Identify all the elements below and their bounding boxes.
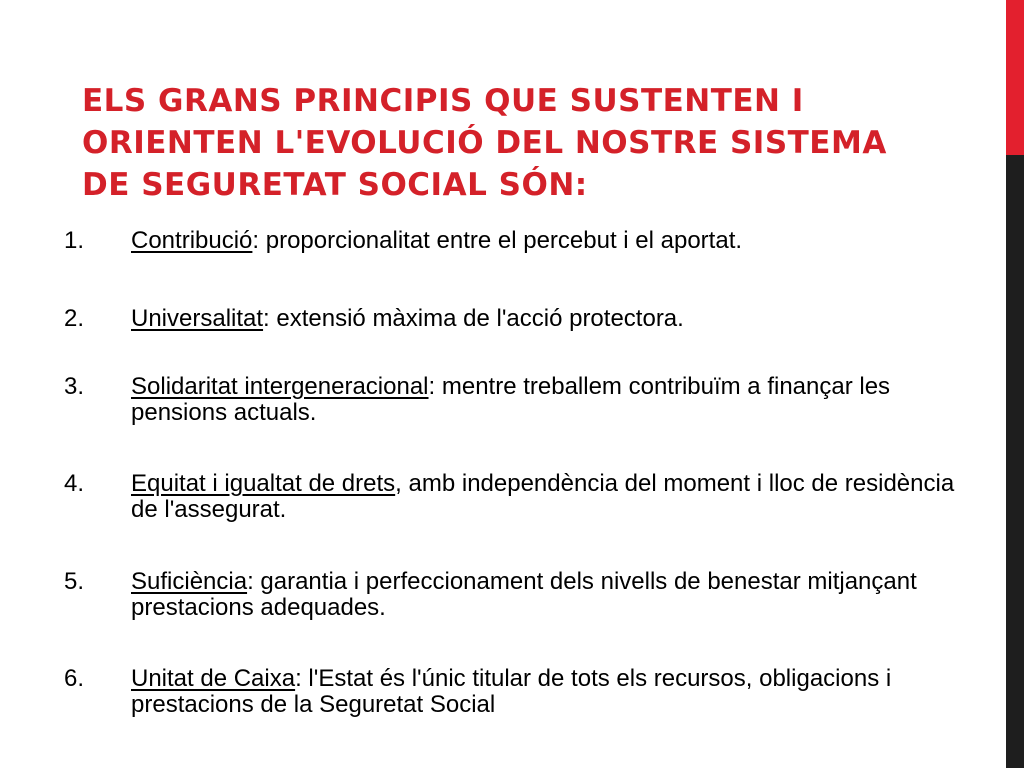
item-term: Solidaritat intergeneracional: [131, 373, 429, 400]
item-body: [131, 471, 961, 523]
item-number: 1.: [64, 227, 85, 254]
item-text: : l'Estat és l'únic titular de tots els recursos, obligacions i prestacions de la Seguretat Social: [131, 665, 892, 718]
item-body: [131, 569, 961, 621]
title-line-3: DE SEGURETAT SOCIAL SÓN:: [82, 167, 588, 203]
item-number: 6.: [64, 665, 85, 692]
item-term: Contribució: [131, 227, 253, 254]
item-body: [131, 228, 961, 254]
item-number: 3.: [64, 373, 85, 400]
item-body: [131, 374, 961, 426]
title-line-1: ELS GRANS PRINCIPIS QUE SUSTENTEN I: [82, 83, 804, 119]
accent-bar-top: [1006, 0, 1024, 155]
item-term: Unitat de Caixa: [131, 665, 296, 692]
item-number: 4.: [64, 470, 85, 497]
item-text: , amb independència del moment i lloc de residència de l'assegurat.: [131, 470, 955, 523]
item-term: Equitat i igualtat de drets: [131, 470, 396, 497]
item-text: : extensió màxima de l'acció protectora.: [263, 305, 684, 332]
item-term: Suficiència: [131, 568, 248, 595]
item-number: 5.: [64, 568, 85, 595]
item-body: [131, 306, 961, 332]
title-line-2: ORIENTEN L'EVOLUCIÓ DEL NOSTRE SISTEMA: [82, 125, 887, 161]
item-text: : mentre treballem contribuïm a finançar les pensions actuals.: [131, 373, 891, 426]
slide-title: [82, 80, 982, 206]
item-text: : proporcionalitat entre el percebut i el aportat.: [252, 227, 743, 254]
item-body: [131, 666, 961, 718]
accent-bar-bottom: [1006, 155, 1024, 768]
item-term: Universalitat: [131, 305, 264, 332]
item-number: 2.: [64, 305, 85, 332]
item-text: : garantia i perfeccionament dels nivells de benestar mitjançant prestacions adequades.: [131, 568, 917, 621]
